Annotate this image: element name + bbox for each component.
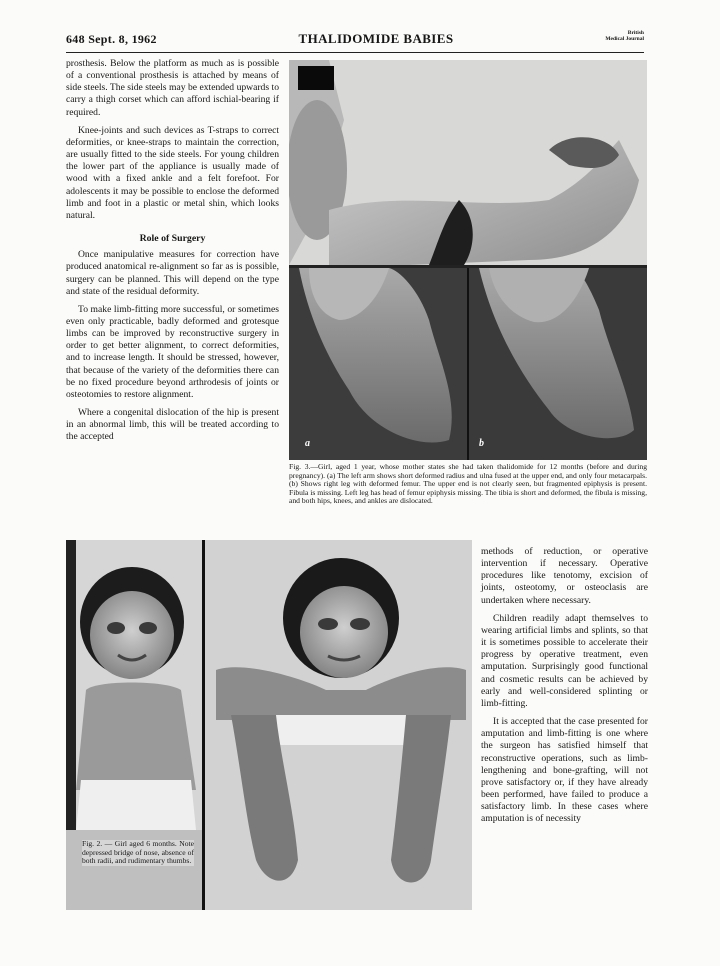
section-heading: Role of Surgery bbox=[139, 233, 206, 245]
paragraph: Children readily adapt themselves to wearing artificial limbs and splints, so that it is sometimes possible to accelerate their progress by operative treatment, even amputation. Surprisingly good functional and cosmetic results can be achieved by early and well-considered splinting or limb-fitting. bbox=[481, 612, 648, 709]
left-column-text bbox=[66, 58, 279, 444]
journal-logo-line1: British bbox=[627, 30, 644, 36]
paragraph: It is accepted that the case presented for amputation and limb-fitting is one where the surgeon has satisfied himself that reconstructive operations, such as limb-lengthening and bone-grafting, will not prove satisfactory or, if they have already been performed, have failed to produce a satisfactory limb. In these cases where amputation is of necessity bbox=[481, 716, 648, 825]
paragraph: To make limb-fitting more successful, or sometimes even only practicable, badly deformed and grotesque limbs can be improved by reconstructive surgery in order to get better alignment, to correct deformities, and to increase length. It should be stressed, however, that because of the variety of the deformities there can be no fixed procedure beyond arthrodesis of joints or osteotomies to restore alignment. bbox=[66, 303, 279, 400]
running-title: THALIDOMIDE BABIES bbox=[298, 31, 454, 46]
running-header bbox=[66, 30, 644, 53]
paragraph: Where a congenital dislocation of the hip is present in an abnormal limb, this will be treated according to the accepted bbox=[66, 407, 279, 443]
figure-3-caption: Fig. 3.—Girl, aged 1 year, whose mother states she had taken thalidomide for 12 months (before and during pregnancy). (a) The left arm shows short deformed radius and ulna fused at the upper end, and only four metacarpals. (b) Shows right leg with deformed femur. The upper end is not clearly seen, but fragmented epiphysis is present. Fibula is missing. Left leg has head of femur epiphysis missing. The tibia is short and deformed, the fibula is missing, and both hips, knees, and ankles are dislocated. bbox=[289, 462, 647, 506]
paragraph: Knee-joints and such devices as T-straps to correct deformities, or knee-straps to maintain the correction, are usually fitted to the side steels. For young children the lower part of the appliance is usually made of wood with a fixed ankle and a felt forefoot. For adolescents it may be possible to enclose the deformed limb and foot in a plastic or metal shin, which looks natural. bbox=[66, 124, 279, 221]
redaction-box bbox=[298, 66, 334, 90]
panel-label-b-left: a bbox=[305, 438, 310, 449]
paragraph: Once manipulative measures for correction have produced anatomical re-alignment so far as is possible, surgery can be planned. This will depend on the type and state of the residual deformity. bbox=[66, 249, 279, 297]
paragraph: methods of reduction, or operative intervention if necessary. Operative procedures like tenotomy, excision of joints, osteotomy, or osteoclasis are undertaken where necessary. bbox=[481, 546, 648, 606]
figure-2-caption: Fig. 2. — Girl aged 6 months. Note depressed bridge of nose, absence of both radii, and rudimentary thumbs. bbox=[82, 839, 194, 866]
right-column-text bbox=[481, 546, 648, 825]
figure-3-photo bbox=[289, 60, 647, 460]
journal-logo-line2: Medical Journal bbox=[605, 36, 644, 42]
journal-logo bbox=[574, 30, 644, 42]
paragraph: prosthesis. Below the platform as much as is possible of a conventional prosthesis is attached by means of side steels. The side steels may be extended upwards to carry a thigh corset which can afford ischial-bearing if required. bbox=[66, 58, 279, 118]
figure-3-illustration bbox=[289, 60, 647, 460]
panel-label-b-right: b bbox=[479, 438, 484, 449]
page-number-date: 648 Sept. 8, 1962 bbox=[66, 32, 157, 46]
